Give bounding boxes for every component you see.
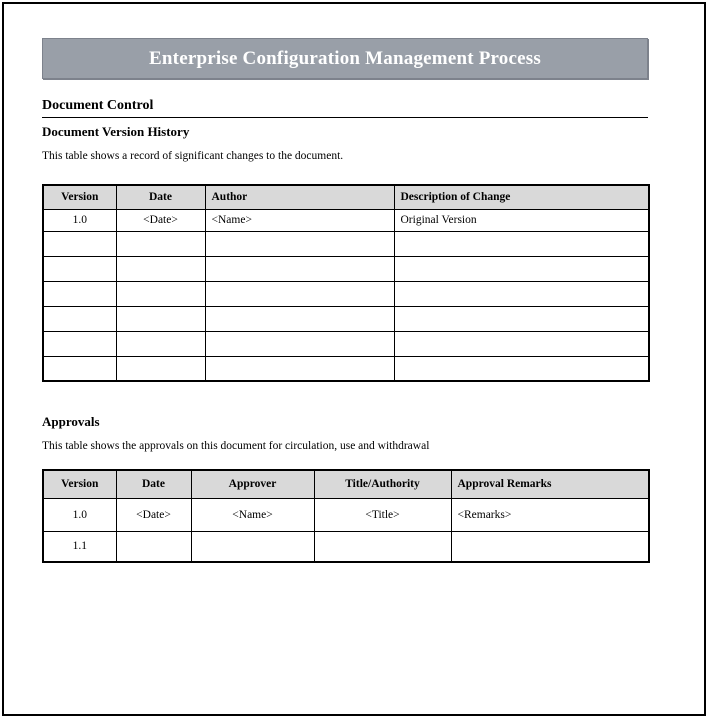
cell-version: 1.1: [43, 531, 116, 562]
cell-date: [116, 356, 205, 381]
cell-version: [43, 331, 116, 356]
approvals-description: This table shows the approvals on this document for circulation, use and withdrawal: [42, 440, 430, 452]
column-header-title-authority: Title/Authority: [314, 470, 451, 498]
document-title: Enterprise Configuration Management Process: [149, 47, 541, 69]
cell-author: <Name>: [205, 209, 394, 231]
cell-date: [116, 531, 191, 562]
column-header-approver: Approver: [191, 470, 314, 498]
cell-approval-remarks: <Remarks>: [451, 498, 649, 531]
subsection-heading-approvals: Approvals: [42, 414, 100, 429]
table-row: [43, 256, 649, 281]
title-banner: [42, 38, 648, 79]
cell-date: [116, 256, 205, 281]
table-row: [43, 498, 649, 531]
cell-description: [394, 256, 649, 281]
cell-description: [394, 231, 649, 256]
cell-approver: [191, 531, 314, 562]
column-header-date: Date: [116, 185, 205, 209]
cell-title-authority: [314, 531, 451, 562]
column-header-approval-remarks: Approval Remarks: [451, 470, 649, 498]
document-page: [2, 2, 706, 716]
table-row: [43, 331, 649, 356]
column-header-description: Description of Change: [394, 185, 649, 209]
version-history-table: [42, 184, 650, 382]
cell-author: [205, 331, 394, 356]
cell-date: [116, 306, 205, 331]
cell-version: 1.0: [43, 209, 116, 231]
cell-description: [394, 331, 649, 356]
cell-author: [205, 306, 394, 331]
cell-date: <Date>: [116, 209, 205, 231]
table-row: [43, 281, 649, 306]
column-header-author: Author: [205, 185, 394, 209]
cell-version: 1.0: [43, 498, 116, 531]
cell-date: [116, 281, 205, 306]
table-row: [43, 356, 649, 381]
column-header-version: Version: [43, 470, 116, 498]
cell-author: [205, 256, 394, 281]
approvals-table: [42, 469, 650, 563]
cell-version: [43, 256, 116, 281]
table-row: [43, 231, 649, 256]
section-heading-document-control: Document Control: [42, 98, 648, 118]
cell-date: [116, 331, 205, 356]
cell-description: [394, 356, 649, 381]
cell-version: [43, 231, 116, 256]
column-header-version: Version: [43, 185, 116, 209]
cell-approval-remarks: [451, 531, 649, 562]
cell-title-authority: <Title>: [314, 498, 451, 531]
cell-description: [394, 306, 649, 331]
cell-version: [43, 281, 116, 306]
cell-description: [394, 281, 649, 306]
cell-version: [43, 356, 116, 381]
subsection-heading-version-history: Document Version History: [42, 124, 190, 139]
cell-author: [205, 281, 394, 306]
version-history-description: This table shows a record of significant changes to the document.: [42, 150, 344, 162]
table-row: [43, 531, 649, 562]
cell-description: Original Version: [394, 209, 649, 231]
cell-author: [205, 356, 394, 381]
cell-version: [43, 306, 116, 331]
table-header-row: [43, 470, 649, 498]
cell-approver: <Name>: [191, 498, 314, 531]
cell-date: [116, 231, 205, 256]
table-row: [43, 306, 649, 331]
cell-author: [205, 231, 394, 256]
column-header-date: Date: [116, 470, 191, 498]
table-header-row: [43, 185, 649, 209]
cell-date: <Date>: [116, 498, 191, 531]
table-row: [43, 209, 649, 231]
